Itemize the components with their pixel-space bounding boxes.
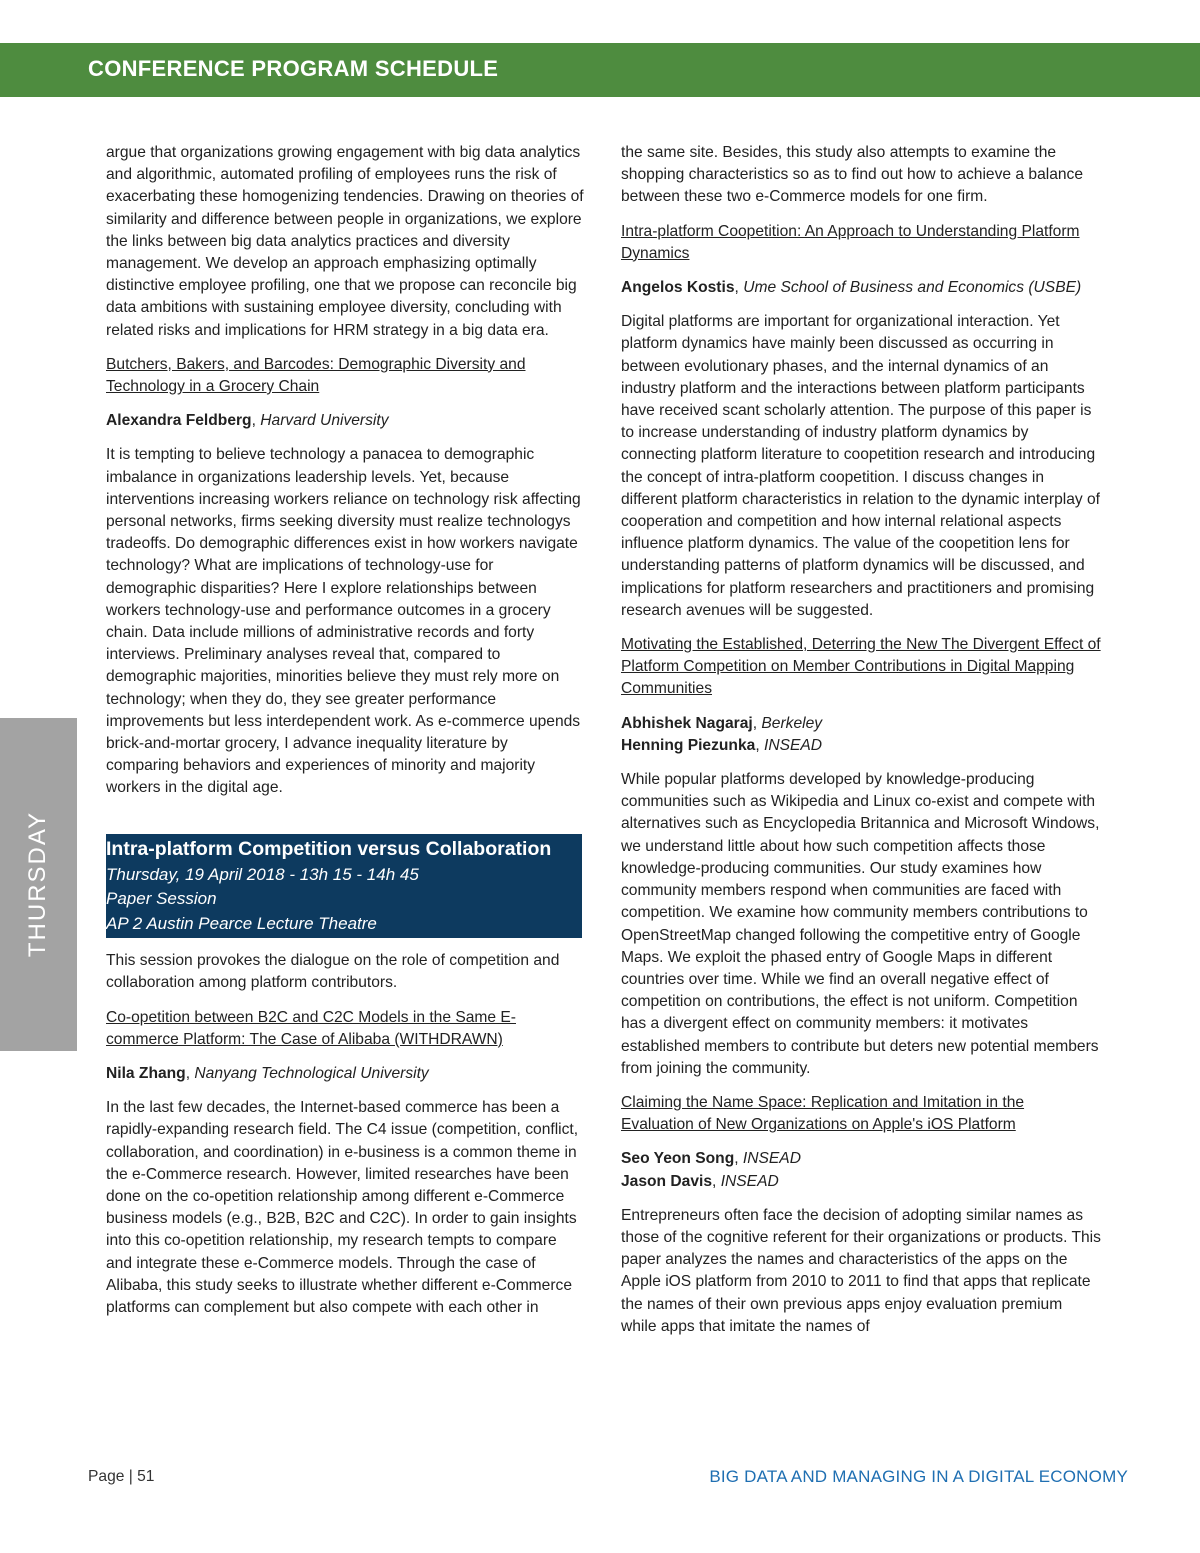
session-description: This session provokes the dialogue on the role of competition and collaboration among platform contributors. — [106, 952, 560, 992]
author-name: Abhishek Nagaraj — [621, 714, 753, 732]
author-list — [621, 277, 1101, 299]
author-list — [621, 1148, 1101, 1192]
author: Jason Davis, INSEAD — [621, 1172, 779, 1190]
paper-title-link[interactable]: Motivating the Established, Deterring the New The Divergent Effect of Platform Competition on Member Contributions in Digital Mapping Communities — [621, 636, 1101, 698]
author-name: Henning Piezunka — [621, 736, 756, 754]
author-list — [621, 713, 1101, 757]
paper-title-link[interactable]: Intra-platform Coopetition: An Approach to Understanding Platform Dynamics — [621, 222, 1080, 262]
right-column — [621, 142, 1101, 1350]
footer-conference-title: BIG DATA AND MANAGING IN A DIGITAL ECONOMY — [709, 1467, 1128, 1486]
author-name: Jason Davis — [621, 1172, 713, 1190]
page-number: Page | 51 — [88, 1468, 155, 1485]
paper-title-link[interactable]: Co-opetition between B2C and C2C Models in the Same E-commerce Platform: The Case of Alibaba (WITHDRAWN) — [106, 1008, 516, 1048]
session-header-box — [106, 834, 582, 939]
author-name: Angelos Kostis — [621, 279, 735, 297]
paper-abstract: Entrepreneurs often face the decision of adopting similar names as those of the cognitive referent for their organizations or products. This paper analyzes the names and characteristics of the apps on the Apple iOS platform from 2010 to 2011 to find that apps that replicate the names of their own previous apps enjoy evaluation premium while apps that imitate the names of — [621, 1206, 1101, 1335]
author: Alexandra Feldberg, Harvard University — [106, 412, 389, 430]
author: Seo Yeon Song, INSEAD — [621, 1150, 801, 1168]
paper-title-link[interactable]: Claiming the Name Space: Replication and Imitation in the Evaluation of New Organizations on Apple's iOS Platform — [621, 1093, 1025, 1134]
page-header-title: CONFERENCE PROGRAM SCHEDULE — [88, 56, 499, 81]
session-datetime: Thursday, 19 April 2018 - 13h 15 - 14h 45 — [106, 864, 419, 884]
author-name: Seo Yeon Song — [621, 1150, 735, 1168]
author-affiliation: INSEAD — [763, 736, 823, 754]
intro-paragraph: argue that organizations growing engagement with big data analytics and algorithmic, automated profiling of employees runs the risk of exacerbating these homogenizing tendencies. Drawing on theories of similarity and difference between people in organizations, we explore the links between big data analytics practices and diversity management. We develop an approach emphasizing optimally distinctive employee profiling, one that we propose can reconcile big data ambitions with sustaining employee diversity, concluding with related risks and implications for HRM strategy in a big data era. — [106, 144, 584, 339]
author-affiliation: Ume School of Business and Economics (USBE) — [743, 279, 1082, 297]
author-name: Nila Zhang — [106, 1065, 186, 1082]
author-list — [106, 410, 584, 432]
author-affiliation: INSEAD — [742, 1150, 801, 1168]
author: Nila Zhang, Nanyang Technological University — [106, 1065, 429, 1082]
author: Henning Piezunka, INSEAD — [621, 736, 823, 754]
paper-title-link[interactable]: Butchers, Bakers, and Barcodes: Demographic Diversity and Technology in a Grocery Chain — [106, 355, 526, 396]
paper-abstract: It is tempting to believe technology a panacea to demographic imbalance in organizations leadership levels. Yet, because interventions increasing workers reliance on technology risk affecting personal networks, firms seeking diversity must realize technologys tradeoffs. Do demographic differences exist in how workers navigate technology? What are implications of technology-use for demographic disparities? Here I explore relationships between workers technology-use and performance outcomes in a grocery chain. Data include millions of administrative records and forty interviews. Preliminary analyses reveal that, compared to demographic majorities, minorities believe they must rely more on technology; when they do, they see greater performance improvements but less interdependent work. As e-commerce upends brick-and-mortar grocery, I advance inequality literature by comparing behaviors and experiences of minority and majority workers in the digital age. — [106, 446, 581, 797]
paper-abstract: Digital platforms are important for organizational interaction. Yet platform dynamics have mainly been discussed as occurring in between evolutionary phases, and the internal dynamics of an industry platform and the interactions between platform participants have received scant scholarly attention. The purpose of this paper is to increase understanding of industry platform dynamics by connecting platform literature to coopetition research and introducing the concept of intra-platform coopetition. I discuss changes in different platform characteristics in relation to the dynamic interplay of cooperation and competition and how internal relational aspects influence platform dynamics. The value of the coopetition lens for understanding patterns of platform dynamics will be discussed, and implications for platform researchers and practitioners and promising research avenues will be suggested. — [621, 313, 1101, 619]
session-type: Paper Session — [106, 889, 217, 909]
author-affiliation: INSEAD — [720, 1172, 779, 1190]
session-location: AP 2 Austin Pearce Lecture Theatre — [106, 913, 377, 933]
day-side-tab-label: THURSDAY — [24, 810, 51, 958]
continued-paragraph: the same site. Besides, this study also attempts to examine the shopping characteristics so as to find out how to achieve a balance between these two e-Commerce models for one firm. — [621, 144, 1084, 206]
author-affiliation: Berkeley — [761, 714, 823, 732]
author-affiliation: Harvard University — [260, 412, 389, 430]
paper-abstract: While popular platforms developed by knowledge-producing communities such as Wikipedia and Linux co-exist and compete with alternatives such as Encyclopedia Britannica and Microsoft Windows, we understand little about how such competition affects those knowledge-producing communities. Our study examines how community members respond when communities are faced with competition. We examine how community members contributions to OpenStreetMap changed following the competitive entry of Google Maps. We exploit the phased entry of Google Maps in different countries over time. While we find an overall negative effect of competition on contributions, the effect is not uniform. Competition has a divergent effect on community members: it motivates established members to contribute but deters new potential members from joining the community. — [621, 771, 1100, 1077]
left-column — [106, 142, 584, 1331]
author-name: Alexandra Feldberg — [106, 412, 252, 430]
author-list — [106, 1063, 584, 1085]
author: Angelos Kostis, Ume School of Business and Economics (USBE) — [621, 279, 1082, 297]
session-title: Intra-platform Competition versus Collaboration — [106, 837, 552, 860]
paper-abstract: In the last few decades, the Internet-based commerce has been a rapidly-expanding research field. The C4 issue (competition, conflict, collaboration, and coordination) in e-business is a common theme in the e-Commerce research. However, limited researches have been done on the co-opetition relationship among different e-Commerce business models (e.g., B2B, B2C and C2C). In order to gain insights into this co-opetition relationship, my research tempts to compare and integrate these e-Commerce models. Through the case of Alibaba, this study seeks to illustrate whether different e-Commerce platforms can complement but also compete with each other in — [106, 1099, 579, 1317]
author-affiliation: Nanyang Technological University — [194, 1065, 429, 1082]
author: Abhishek Nagaraj, Berkeley — [621, 714, 823, 732]
